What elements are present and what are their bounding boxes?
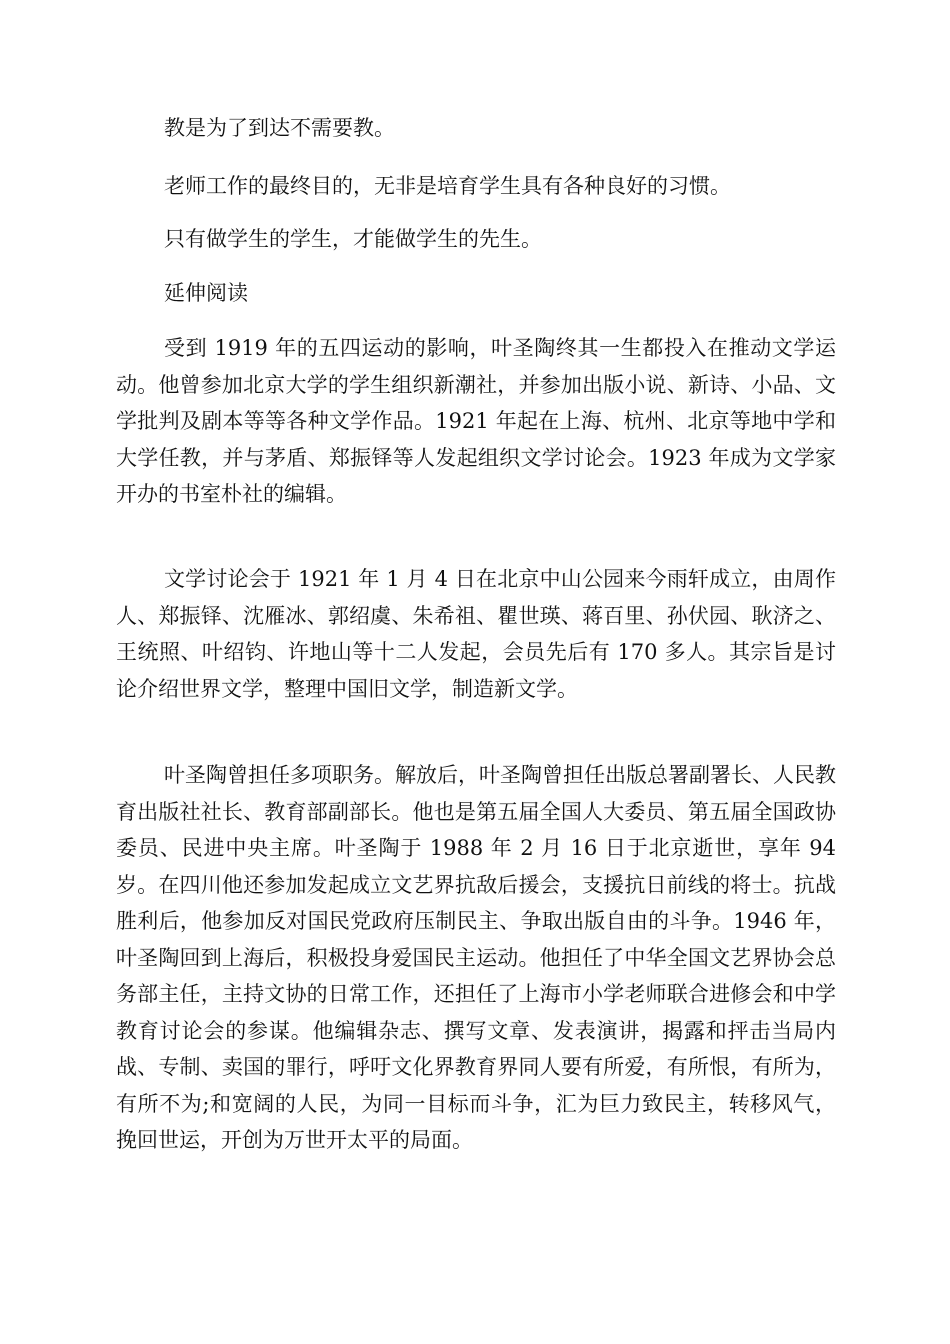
paragraph: 文学讨论会于 1921 年 1 月 4 日在北京中山公园来今雨轩成立，由周作人、郑振铎、沈雁冰、郭绍虞、朱希祖、瞿世瑛、蒋百里、孙伏园、耿济之、王统照、叶绍钧、许地山等十二人发起，会员先后有 170 多人。其宗旨是讨论介绍世界文学，整理中国旧文学，制造新文学。 <box>116 567 836 701</box>
section-heading: 延伸阅读 <box>164 281 248 305</box>
quote-line: 老师工作的最终目的，无非是培育学生具有各种良好的习惯。 <box>164 174 731 198</box>
quote-line: 教是为了到达不需要教。 <box>164 116 395 140</box>
paragraph: 叶圣陶曾担任多项职务。解放后，叶圣陶曾担任出版总署副署长、人民教育出版社社长、教育部副部长。他也是第五届全国人大委员、第五届全国政协委员、民进中央主席。叶圣陶于 1988 年 2 月 16 日于北京逝世，享年 94 岁。在四川他还参加发起成立文艺界抗敌后援会，支援抗日前线的将士。抗战胜利后，他参加反对国民党政府压制民主、争取出版自由的斗争。1946 年，叶圣陶回到上海后，积极投身爱国民主运动。他担任了中华全国文艺界协会总务部主任，主持文协的日常工作，还担任了上海市小学老师联合进修会和中学教育讨论会的参谋。他编辑杂志、撰写文章、发表演讲，揭露和抨击当局内战、专制、卖国的罪行，呼吁文化界教育界同人要有所爱，有所恨，有所为，有所不为;和宽阔的人民，为同一目标而斗争，汇为巨力致民主，转移风气，挽回世运，开创为万世开太平的局面。 <box>116 763 836 1152</box>
paragraph: 受到 1919 年的五四运动的影响，叶圣陶终其一生都投入在推动文学运动。他曾参加北京大学的学生组织新潮社，并参加出版小说、新诗、小品、文学批判及剧本等等各种文学作品。1921 年起在上海、杭州、北京等地中学和大学任教，并与茅盾、郑振铎等人发起组织文学讨论会。1923 年成为文学家开办的书室朴社的编辑。 <box>116 336 836 506</box>
quote-line: 只有做学生的学生，才能做学生的先生。 <box>164 227 542 251</box>
